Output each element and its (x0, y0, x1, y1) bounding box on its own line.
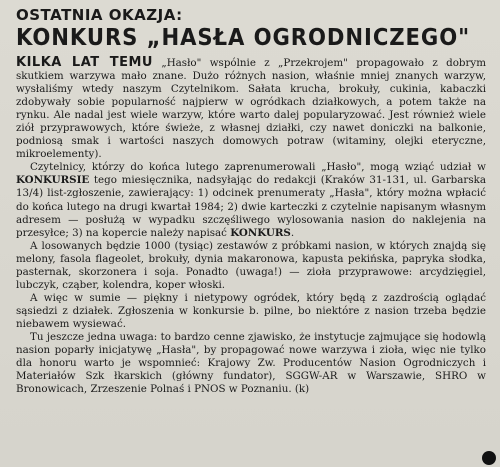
article-headline: KONKURS „HASŁA OGRODNICZEGO" (16, 25, 471, 51)
paragraph-contest-rules (16, 161, 486, 239)
rules-text-2: tego miesięcznika, nadsyłając do redakcji (Kraków 31-131, ul. Garbarska 13/4) list-zgłoszenie, zawierający: 1) odcinek prenumeraty „Hasła", który można wpłacić do końca lutego na drugi kwartał 1984; 2) dwie karteczki z czytelnie napisanym własnym adresem — posłużą w wypadku szczęśliwego wylosowania nasion do naklejenia na przesyłce; 3) na kopercie należy napisać (16, 174, 486, 239)
paragraph-intro-text: „Hasło" wspólnie z „Przekrojem" propagowało z dobrym skutkiem warzywa mało znane. Dużo różnych nasion, właśnie mniej znanych warzyw, wysłaliśmy wtedy naszym Czytelnikom. Sałata krucha, brokuły, cukinia, kabaczki zdobywały sobie popularność najpierw w ogródkach działkowych, a potem także na rynku. Ale nadal jest wiele warzyw, które warto dalej popularyzować. Jest również wiele ziół przyprawowych, które świeże, z własnej działki, czy nawet doniczki na balkonie, podniosą smak i wartości naszych domowych potraw (witaminy, olejki eteryczne, mikroelementy). (16, 57, 487, 161)
rules-text-1: Czytelnicy, którzy do końca lutego zaprenumerowali „Hasło", mogą wziąć udział w (30, 161, 486, 174)
paragraph-prizes: A losowanych będzie 1000 (tysiąc) zestawów z próbkami nasion, w których znajdą się melony, fasola flageolet, brokuły, dynia makaronowa, kapusta pekińska, papryka słodka, pasternak, skorzonera i soja. Ponadto (uwaga!) — zioła przyprawowe: arcydzięgiel, lubczyk, cząber, kolendra, koper włoski. (16, 239, 486, 291)
rules-text-3: . (290, 226, 295, 239)
article-kicker: OSTATNIA OKAZJA: (16, 6, 183, 24)
corner-ink-dot (482, 451, 496, 465)
paragraph-summary: A więc w sumie — piękny i nietypowy ogródek, który będą z zazdrością oglądać sąsiedzi z działek. Zgłoszenia w konkursie b. pilne, bo niektóre z nasion trzeba będzie niebawem wysiewać. (16, 291, 486, 330)
paragraph-intro (16, 56, 486, 161)
paragraph-sponsors: Tu jeszcze jedna uwaga: to bardzo cenne zjawisko, że instytucje zajmujące się hodowlą nasion poparły inicjatywę „Hasła", by propagować nowe warzywa i zioła, więc nie tylko dla honoru warto je wspomnieć: Krajowy Zw. Producentów Nasion Ogrodniczych i Materiałów Szk łkarskich (główny fundator), SGGW-AR w Warszawie, SHRO w Bronowicach, Zrzeszenie Polnaś i PNOS w Poznaniu. (k) (16, 330, 486, 396)
rules-keyword-konkursie: KONKURSIE (16, 174, 90, 187)
article-body (16, 56, 486, 396)
lead-in-caps: KILKA LAT TEMU (16, 55, 153, 70)
rules-keyword-konkurs: KONKURS (230, 226, 291, 239)
